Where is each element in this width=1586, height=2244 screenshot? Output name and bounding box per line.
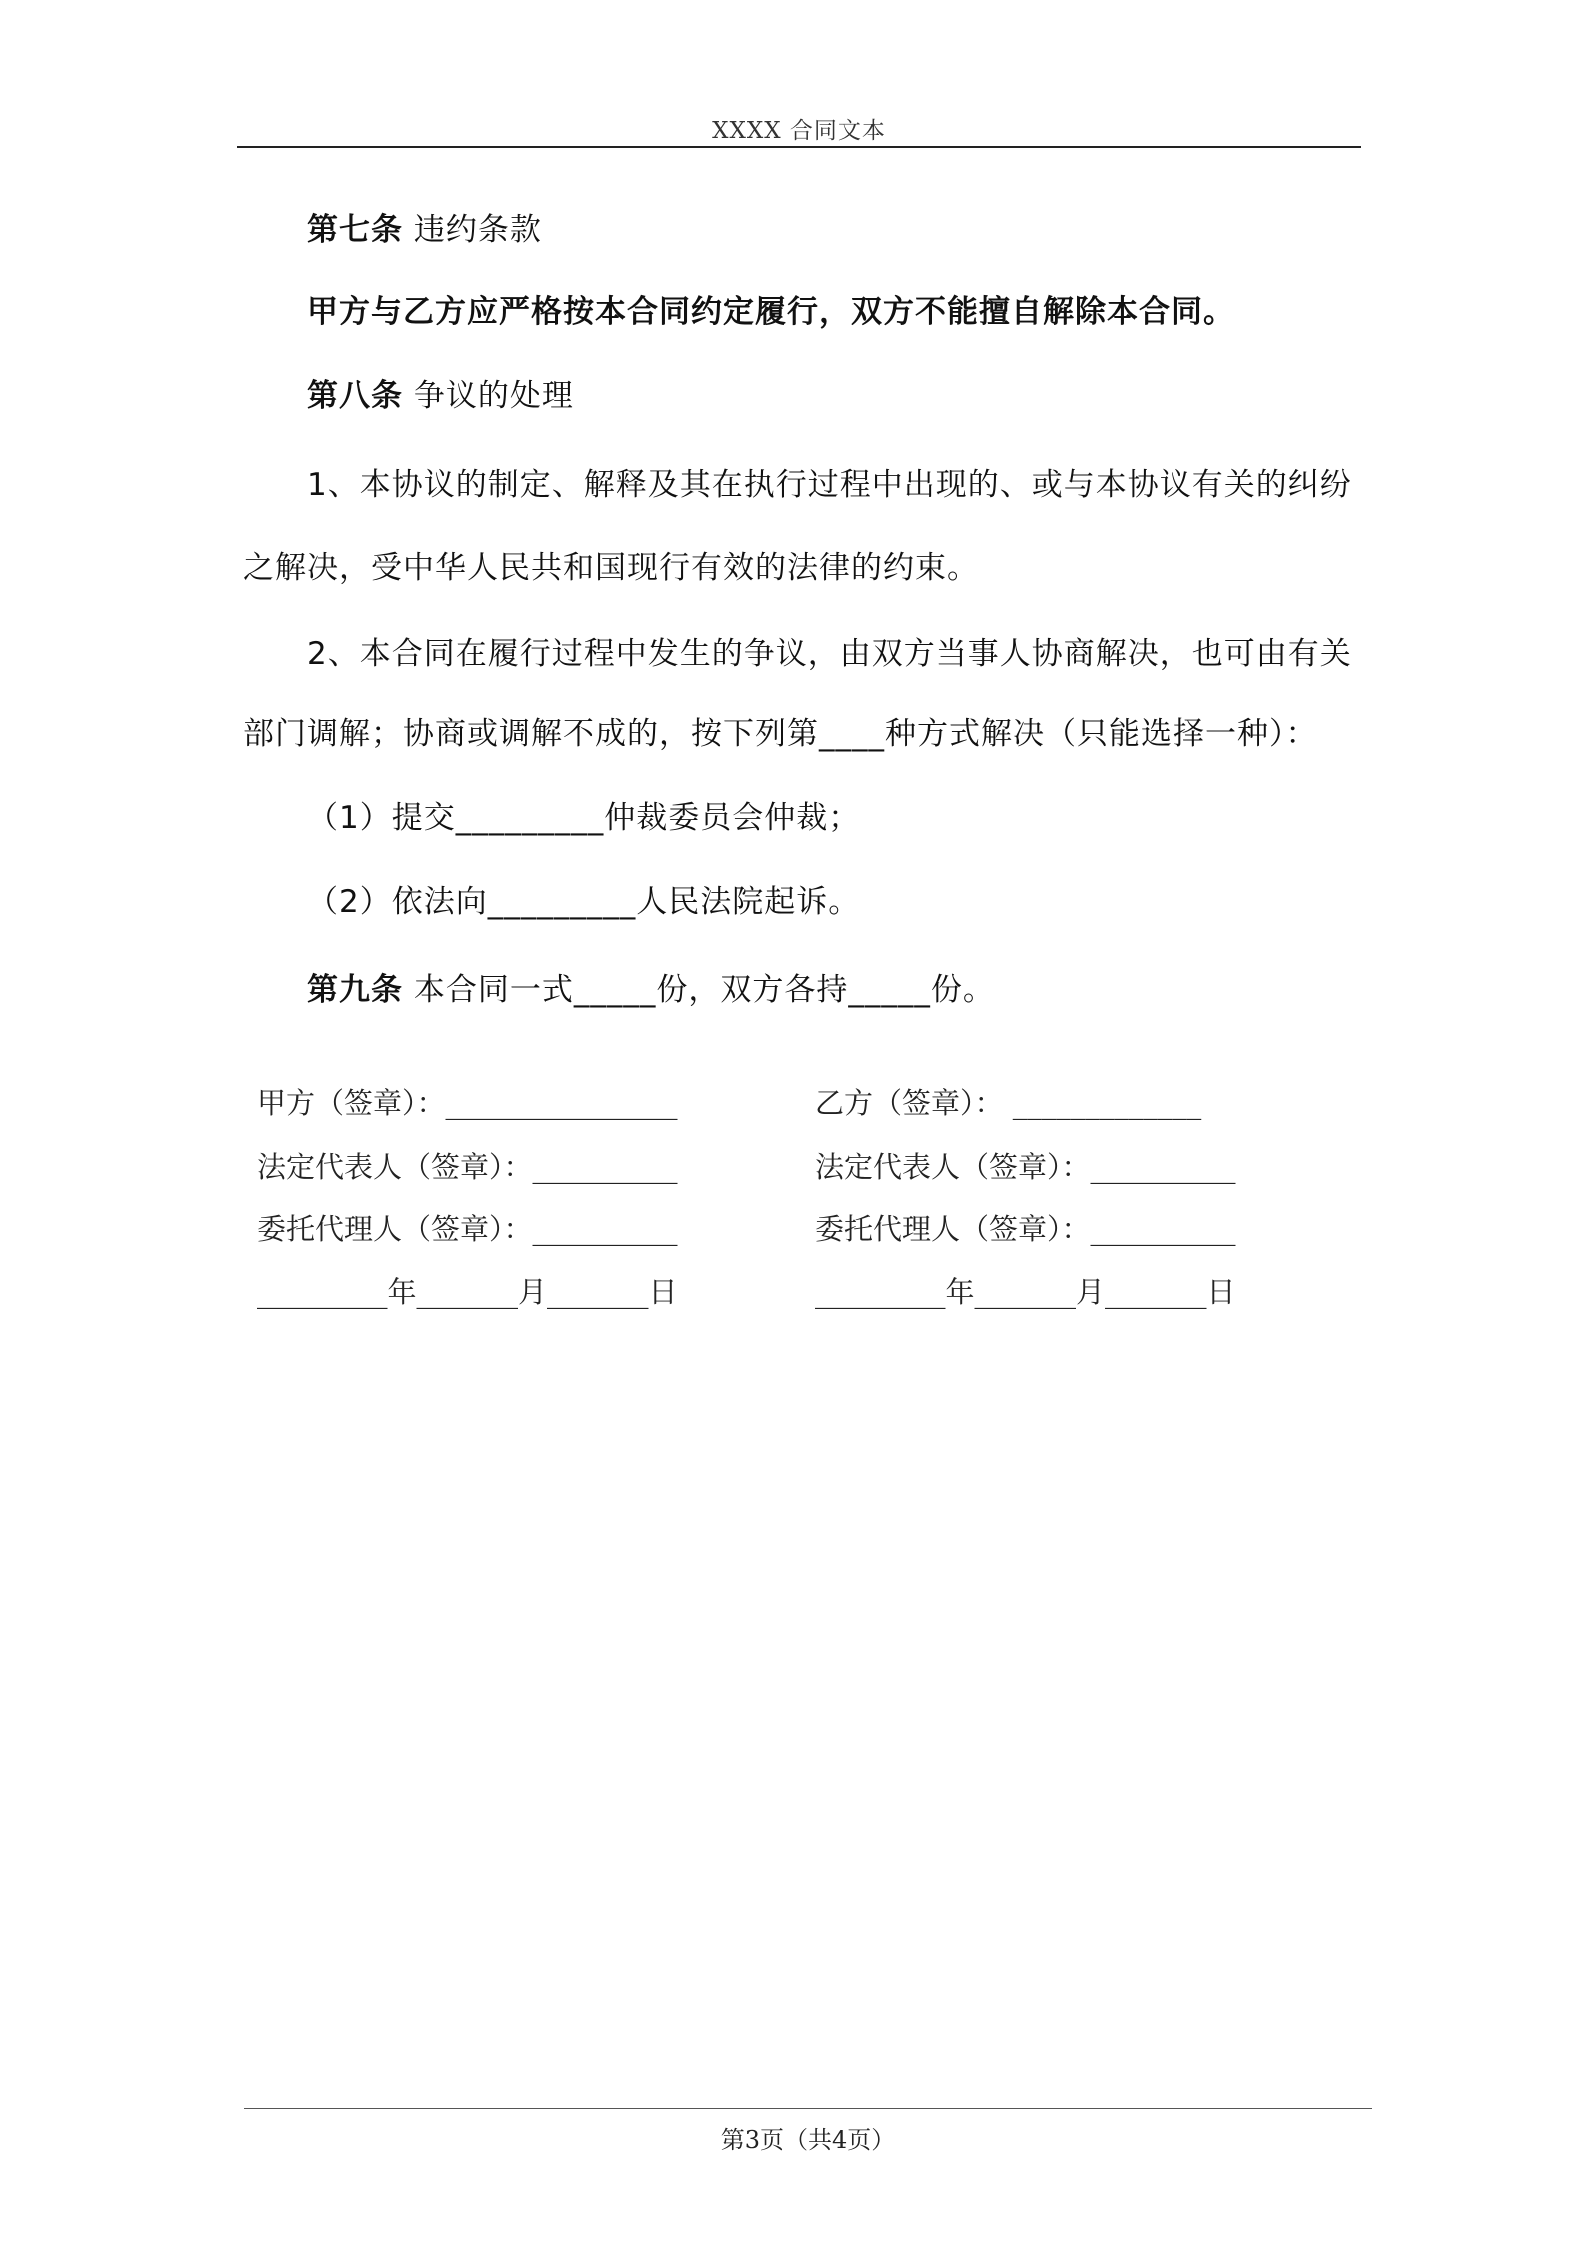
article-9-text: 本合同一式_____份，双方各持_____份。 <box>413 972 995 1008</box>
party-b-representative-line: 法定代表人（签章）：__________ <box>815 1150 1236 1184</box>
article-8-item-1-line-2: 之解决，受中华人民共和国现行有效的法律的约束。 <box>243 550 979 586</box>
article-7-number: 第七条 <box>307 212 403 248</box>
party-a-agent-line: 委托代理人（签章）：__________ <box>257 1212 678 1246</box>
page-number: 第3页（共4页） <box>720 2126 896 2154</box>
article-8-item-2-line-2: 部门调解；协商或调解不成的，按下列第____种方式解决（只能选择一种）： <box>243 716 1318 752</box>
party-b-signature-line: 乙方（签章）： _____________ <box>815 1086 1202 1120</box>
article-9-number: 第九条 <box>307 972 403 1008</box>
article-7-title: 违约条款 <box>413 212 542 248</box>
header-divider <box>237 146 1361 148</box>
article-9-line <box>307 970 995 1010</box>
article-8-heading-line <box>307 376 574 416</box>
party-b-date-line: _________年_______月_______日 <box>815 1275 1236 1309</box>
party-b-agent-line: 委托代理人（签章）：__________ <box>815 1212 1236 1246</box>
article-8-item-1-line-1: 1、本协议的制定、解释及其在执行过程中出现的、或与本协议有关的纠纷 <box>307 467 1352 503</box>
party-a-date-line: _________年_______月_______日 <box>257 1275 678 1309</box>
article-8-title: 争议的处理 <box>413 378 574 414</box>
litigation-option: （2）依法向_________人民法院起诉。 <box>307 884 861 920</box>
footer-divider <box>244 2108 1372 2109</box>
arbitration-option: （1）提交_________仲裁委员会仲裁； <box>307 800 861 836</box>
page-header-title: XXXX 合同文本 <box>712 118 886 144</box>
article-7-text: 甲方与乙方应严格按本合同约定履行，双方不能擅自解除本合同。 <box>307 294 1235 330</box>
article-8-item-2-line-1: 2、本合同在履行过程中发生的争议，由双方当事人协商解决，也可由有关 <box>307 636 1352 672</box>
party-a-representative-line: 法定代表人（签章）：__________ <box>257 1150 678 1184</box>
party-a-signature-line: 甲方（签章）：________________ <box>257 1086 678 1120</box>
article-7-heading-line <box>307 210 542 250</box>
article-8-number: 第八条 <box>307 378 403 414</box>
